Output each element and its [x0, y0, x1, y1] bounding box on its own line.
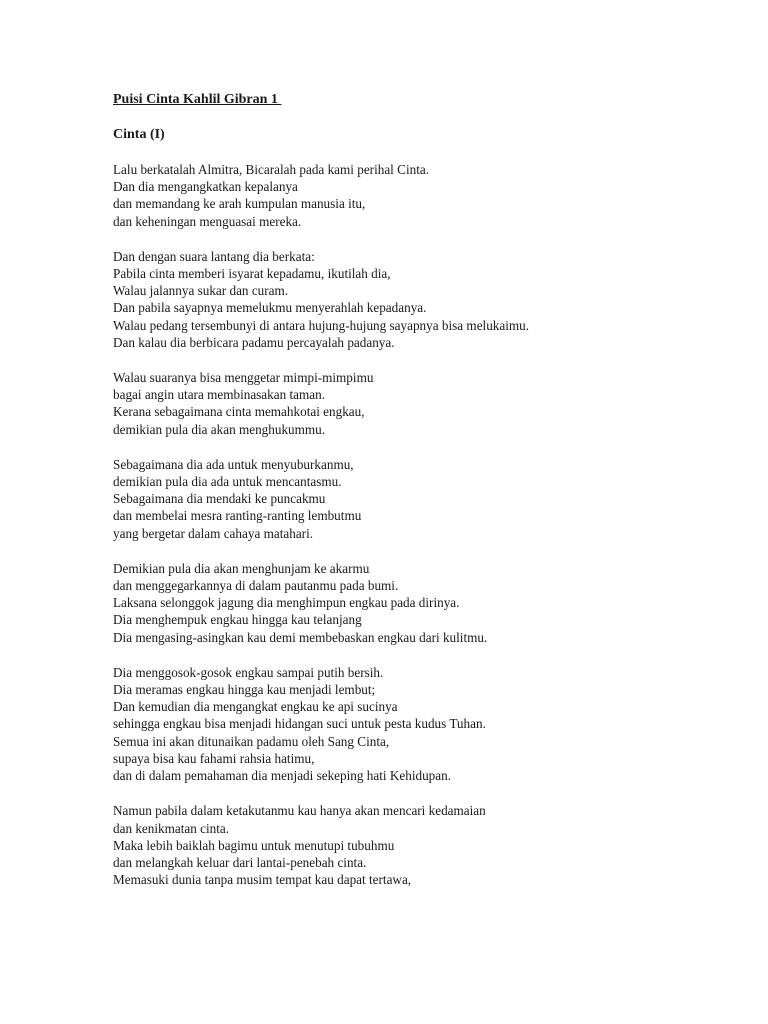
poem-line: Demikian pula dia akan menghunjam ke akarmu: [113, 560, 370, 576]
poem-line: Kerana sebagaimana cinta memahkotai engkau,: [113, 404, 365, 420]
poem-line: sehingga engkau bisa menjadi hidangan suci untuk pesta kudus Tuhan.: [113, 716, 486, 732]
poem-line: Walau suaranya bisa menggetar mimpi-mimpimu: [113, 370, 374, 386]
stanza-3: [113, 369, 713, 438]
poem-line: dan membelai mesra ranting-ranting lembutmu: [113, 508, 362, 524]
section-title: Cinta (I): [113, 127, 165, 142]
poem-line: Semua ini akan ditunaikan padamu oleh Sang Cinta,: [113, 733, 390, 749]
poem-line: dan di dalam pemahaman dia menjadi sekeping hati Kehidupan.: [113, 768, 452, 784]
poem-line: Laksana selonggok jagung dia menghimpun engkau pada dirinya.: [113, 595, 460, 611]
stanza-6: [113, 664, 713, 784]
poem-line: Dan pabila sayapnya memelukmu menyerahlah kepadanya.: [113, 300, 427, 316]
poem-line: demikian pula dia ada untuk mencantasmu.: [113, 474, 342, 490]
poem-line: demikian pula dia akan menghukummu.: [113, 421, 326, 437]
stanza-4: [113, 456, 713, 542]
poem-line: dan keheningan menguasai mereka.: [113, 213, 302, 229]
poem-line: bagai angin utara membinasakan taman.: [113, 387, 326, 403]
poem-line: Namun pabila dalam ketakutanmu kau hanya akan mencari kedamaian: [113, 803, 486, 819]
poem-line: supaya bisa kau fahami rahsia hatimu,: [113, 750, 315, 766]
poem-line: Sebagaimana dia mendaki ke puncakmu: [113, 491, 326, 507]
stanza-5: [113, 560, 713, 646]
poem-line: Dan dengan suara lantang dia berkata:: [113, 248, 315, 264]
poem-line: Dia menggosok-gosok engkau sampai putih bersih.: [113, 664, 384, 680]
poem-line: Dan dia mengangkatkan kepalanya: [113, 179, 298, 195]
poem-line: dan menggegarkannya di dalam pautanmu pada bumi.: [113, 578, 399, 594]
poem-line: Walau jalannya sukar dan curam.: [113, 283, 289, 299]
poem-line: Lalu berkatalah Almitra, Bicaralah pada kami perihal Cinta.: [113, 162, 430, 177]
poem-line: Dia meramas engkau hingga kau menjadi lembut;: [113, 682, 376, 698]
poem-line: Sebagaimana dia ada untuk menyuburkanmu,: [113, 456, 354, 472]
poem-line: Dan kalau dia berbicara padamu percayalah padanya.: [113, 334, 395, 350]
stanza-7: [113, 802, 713, 888]
poem-line: Pabila cinta memberi isyarat kepadamu, ikutilah dia,: [113, 266, 391, 282]
poem-line: Walau pedang tersembunyi di antara hujung-hujung sayapnya bisa melukaimu.: [113, 317, 530, 333]
poem-line: Memasuki dunia tanpa musim tempat kau dapat tertawa,: [113, 872, 412, 888]
poem-line: Dia menghempuk engkau hingga kau telanjang: [113, 612, 362, 628]
stanza-2: [113, 248, 713, 351]
stanza-1: [113, 161, 713, 230]
poem-line: dan kenikmatan cinta.: [113, 820, 230, 836]
poem-line: Dia mengasing-asingkan kau demi membebaskan engkau dari kulitmu.: [113, 629, 488, 645]
poem-line: dan memandang ke arah kumpulan manusia itu,: [113, 196, 366, 212]
poem-line: yang bergetar dalam cahaya matahari.: [113, 525, 314, 541]
poem-line: Dan kemudian dia mengangkat engkau ke api sucinya: [113, 699, 398, 715]
document-title: Puisi Cinta Kahlil Gibran 1: [113, 92, 282, 107]
poem-line: Maka lebih baiklah bagimu untuk menutupi tubuhmu: [113, 837, 395, 853]
poem-line: dan melangkah keluar dari lantai-penebah cinta.: [113, 854, 367, 870]
document-body: [113, 91, 713, 888]
